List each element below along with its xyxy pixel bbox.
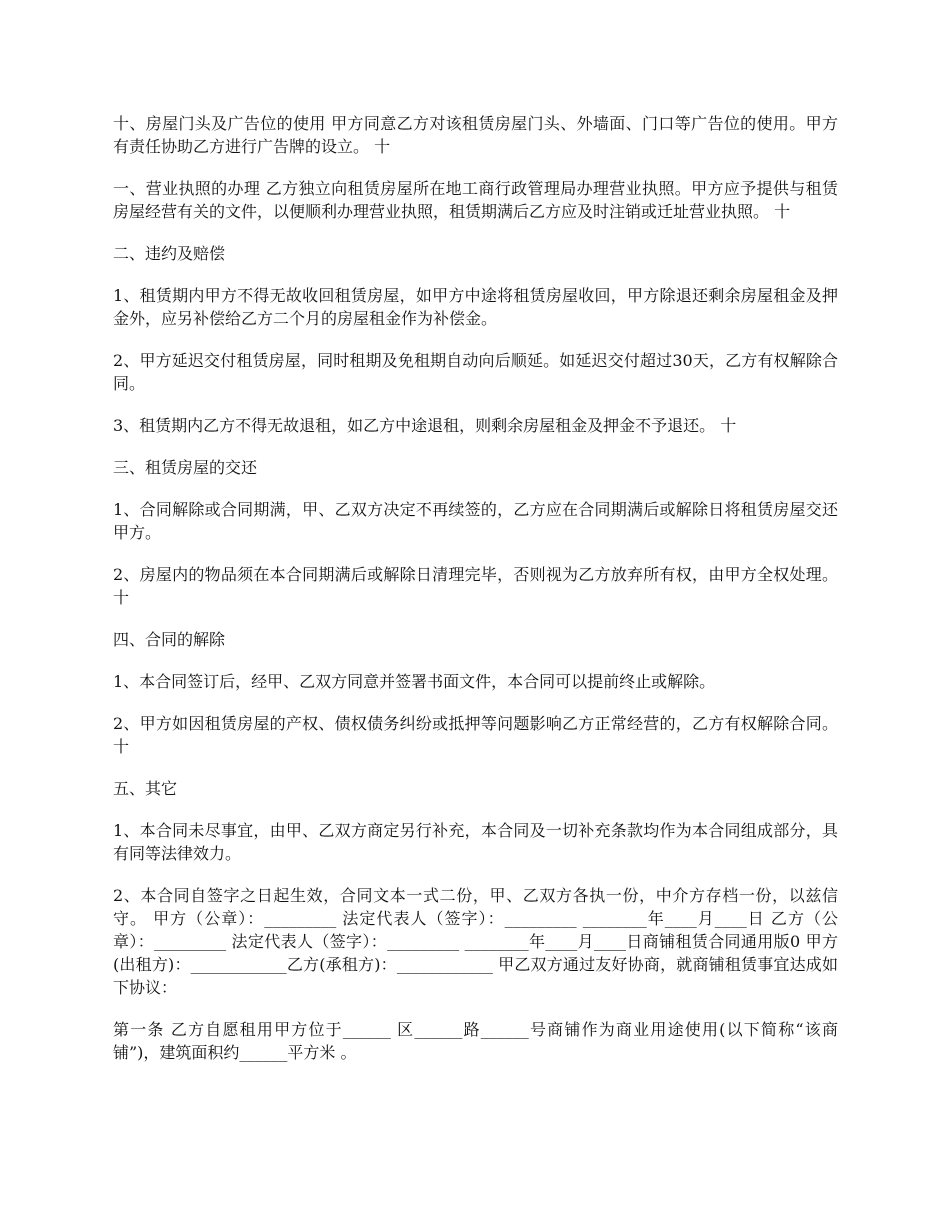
termination-item-2: 2、甲方如因租赁房屋的产权、债权债务纠纷或抵押等问题影响乙方正常经营的，乙方有权解除合同。 十 (113, 714, 838, 756)
breach-item-1: 1、租赁期内甲方不得无故收回租赁房屋，如甲方中途将租赁房屋收回，甲方除退还剩余房屋租金及押金外，应另补偿给乙方二个月的房屋租金作为补偿金。 (113, 286, 838, 328)
section-heading-other: 五、其它 (113, 779, 178, 798)
clause-10-storefront: 十、房屋门头及广告位的使用 甲方同意乙方对该租赁房屋门头、外墙面、门口等广告位的使用。甲方有责任协助乙方进行广告牌的设立。 十 (113, 114, 838, 156)
breach-item-3: 3、租赁期内乙方不得无故退租，如乙方中途退租，则剩余房屋租金及押金不予退还。 十 (113, 416, 737, 435)
return-item-1: 1、合同解除或合同期满，甲、乙双方决定不再续签的，乙方应在合同期满后或解除日将租赁房屋交还甲方。 (113, 500, 838, 542)
termination-item-1: 1、本合同签订后，经甲、乙双方同意并签署书面文件，本合同可以提前终止或解除。 (113, 672, 716, 691)
other-item-1: 1、本合同未尽事宜，由甲、乙双方商定另行补充，本合同及一切补充条款均作为本合同组成部分，具有同等法律效力。 (113, 821, 838, 863)
section-heading-return: 三、租赁房屋的交还 (113, 458, 258, 477)
article-1: 第一条 乙方自愿租用甲方位于______ 区______路______号商铺作为商业用途使用(以下简称“该商铺”)，建筑面积约______平方米 。 (113, 1020, 838, 1062)
other-item-2-signatures: 2、本合同自签字之日起生效，合同文本一式二份，甲、乙双方各执一份，中介方存档一份，以兹信守。 甲方（公章）：_________ 法定代表人（签字）：_________ ________年____月____日 乙方（公章）：_________ 法定代表人（签字）：_________ ________年____月____日商铺租赁合同通用版0 甲方(出租方)：____________乙方(承租方)：____________ 甲乙双方通过友好协商，就商铺租赁事宜达成如下协议： (113, 886, 838, 997)
document-page (113, 112, 838, 1083)
section-heading-termination: 四、合同的解除 (113, 630, 226, 649)
clause-11-business-license: 一、营业执照的办理 乙方独立向租赁房屋所在地工商行政管理局办理营业执照。甲方应予提供与租赁房屋经营有关的文件，以便顺利办理营业执照，租赁期满后乙方应及时注销或迁址营业执照。 十 (113, 179, 838, 221)
return-item-2: 2、房屋内的物品须在本合同期满后或解除日清理完毕，否则视为乙方放弃所有权，由甲方全权处理。 十 (113, 565, 838, 607)
breach-item-2: 2、甲方延迟交付租赁房屋，同时租期及免租期自动向后顺延。如延迟交付超过30天，乙方有权解除合同。 (113, 351, 838, 393)
section-heading-breach: 二、违约及赔偿 (113, 244, 226, 263)
